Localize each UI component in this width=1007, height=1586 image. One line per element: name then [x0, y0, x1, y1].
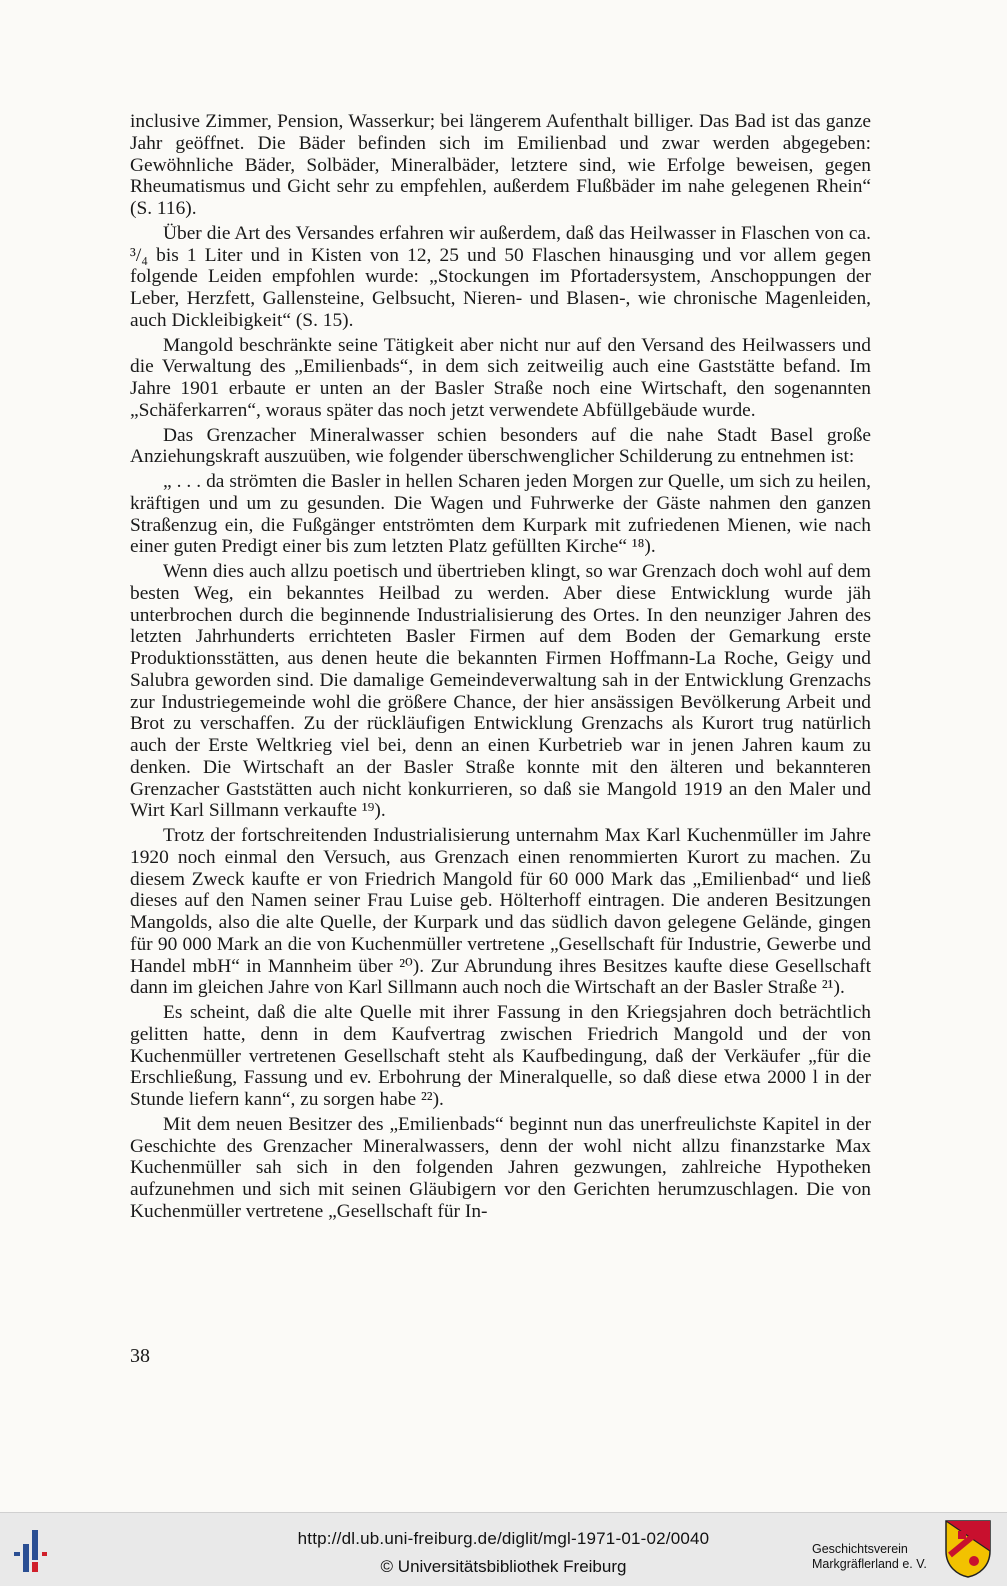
paragraph-8: Es scheint, daß die alte Quelle mit ihrer Fassung in den Kriegsjahren doch beträchtlich gelitten hatte, denn in dem Kaufvertrag zwischen Friedrich Mangold und der von Kuchenmüller vertretenen Gesellschaft steht als Kaufbedingung, daß der Verkäufer „für die Erschließung, Fassung und ev. Erbohrung der Mineralquelle, so daß diese etwa 2000 l in der Stunde liefern kann“, zu sorgen habe ²²).: [130, 1002, 871, 1110]
paragraph-1: inclusive Zimmer, Pension, Wasserkur; bei längerem Aufenthalt billiger. Das Bad ist das ganze Jahr geöffnet. Die Bäder befinden sich im Emilienbad und zwar werden abgegeben: Gewöhnliche Bäder, Solbäder, Mineralbäder, letztere sind, wie Erfolge beweisen, gegen Rheumatismus und Gicht sehr zu empfehlen, außerdem Flußbäder im nahe gelegenen Rhein“ (S. 116).: [130, 111, 871, 219]
paragraph-4: Das Grenzacher Mineralwasser schien besonders auf die nahe Stadt Basel große Anziehungskraft auszuüben, wie folgender überschwenglicher Schilderung zu entnehmen ist:: [130, 424, 871, 468]
footer-url-link[interactable]: http://dl.ub.uni-freiburg.de/diglit/mgl-1971-01-02/0040: [297, 1529, 710, 1548]
footer-bar: [0, 1512, 1007, 1586]
paragraph-2: Über die Art des Versandes erfahren wir außerdem, daß das Heilwasser in Flaschen von ca. ³/₄ bis 1 Liter und in Kisten von 12, 25 und 50 Flaschen hinausging und vor allem gegen folgende Leiden empfohlen wurde: „Stockungen im Pfortadersystem, Anschoppungen der Leber, Herzfett, Gallensteine, Gelbsucht, Nieren- und Blasen-, wie chronische Magenleiden, auch Dickleibigkeit“ (S. 15).: [130, 222, 871, 331]
page-number: 38: [130, 1345, 150, 1367]
body-text: [130, 111, 871, 1224]
paragraph-7: Trotz der fortschreitenden Industrialisierung unternahm Max Karl Kuchenmüller im Jahre 1920 noch einmal den Versuch, aus Grenzach einen renommierten Kurort zu machen. Zu diesem Zweck kaufte er von Friedrich Mangold für 60 000 Mark das „Emilienbad“ und ließ dieses auf den Namen seiner Frau Luise geb. Hölterhoff eintragen. Die anderen Besitzungen Mangolds, also die alte Quelle, der Kurpark und das südlich davon gelegene Gelände, gingen für 90 000 Mark an die von Kuchenmüller vertretene „Gesellschaft für Industrie, Gewerbe und Handel mbH“ in Mannheim über ²⁰). Zur Abrundung ihres Besitzes kaufte diese Gesellschaft dann im gleichen Jahre von Karl Sillmann auch noch die Wirtschaft an der Basler Straße ²¹).: [130, 825, 871, 999]
footer-copyright: © Universitätsbibliothek Freiburg: [380, 1557, 627, 1576]
society-name: [812, 1542, 927, 1572]
paragraph-6: Wenn dies auch allzu poetisch und übertrieben klingt, so war Grenzach doch wohl auf dem besten Weg, ein bekanntes Heilbad zu werden. Aber diese Entwicklung wurde jäh unterbrochen durch die beginnende Industrialisierung des Ortes. In den neunziger Jahren des letzten Jahrhunderts errichteten Basler Firmen auf dem Boden der Gemarkung erste Produktionsstätten, aus denen heute die bekannten Firmen Hoffmann-La Roche, Geigy und Salubra geworden sind. Die damalige Gemeindeverwaltung sah in der Entwicklung Grenzachs zur Industriegemeinde wohl die größere Chance, der hier ansässigen Bevölkerung Arbeit und Brot zu verschaffen. Zu der rückläufigen Entwicklung Grenzachs als Kurort trug natürlich auch der Erste Weltkrieg viel bei, denn an einen Kurbetrieb war in jenen Jahren kaum zu denken. Die Wirtschaft an der Basler Straße konnte mit den älteren und bekannteren Grenzacher Gaststätten auch nicht konkurrieren, so daß sie Mangold 1919 an den Maler und Wirt Karl Sillmann verkaufte ¹⁹).: [130, 561, 871, 822]
society-line-1: Geschichtsverein: [812, 1542, 908, 1556]
coat-of-arms-icon: [944, 1519, 992, 1579]
society-line-2: Markgräflerland e. V.: [812, 1557, 927, 1571]
quote-paragraph: „ . . . da strömten die Basler in hellen Scharen jeden Morgen zur Quelle, um sich zu heilen, kräftigen und um zu gesunden. Die Wagen und Fuhrwerke der Gäste nahmen den ganzen Straßenzug ein, die Fußgänger entströmten dem Kurpark mit zufriedenen Mienen, wie nach einer guten Predigt einer bis zum letzten Platz gefüllten Kirche“ ¹⁸).: [130, 471, 871, 558]
paragraph-9: Mit dem neuen Besitzer des „Emilienbads“ beginnt nun das unerfreulichste Kapitel in der Geschichte des Grenzacher Mineralwassers, denn der wohl nicht allzu finanzstarke Max Kuchenmüller sah sich in den folgenden Jahren gezwungen, zahlreiche Hypotheken aufzunehmen und sich mit seinen Gläubigern vor den Gerichten herumzuschlagen. Die von Kuchenmüller vertretene „Gesellschaft für In-: [130, 1113, 871, 1222]
paragraph-3: Mangold beschränkte seine Tätigkeit aber nicht nur auf den Versand des Heilwassers und die Verwaltung des „Emilienbads“, in dem sich zeitweilig auch eine Gaststätte befand. Im Jahre 1901 erbaute er unten an der Basler Straße noch eine Wirtschaft, den sogenannten „Schäferkarren“, woraus später das noch jetzt verwendete Abfüllgebäude wurde.: [130, 334, 871, 421]
